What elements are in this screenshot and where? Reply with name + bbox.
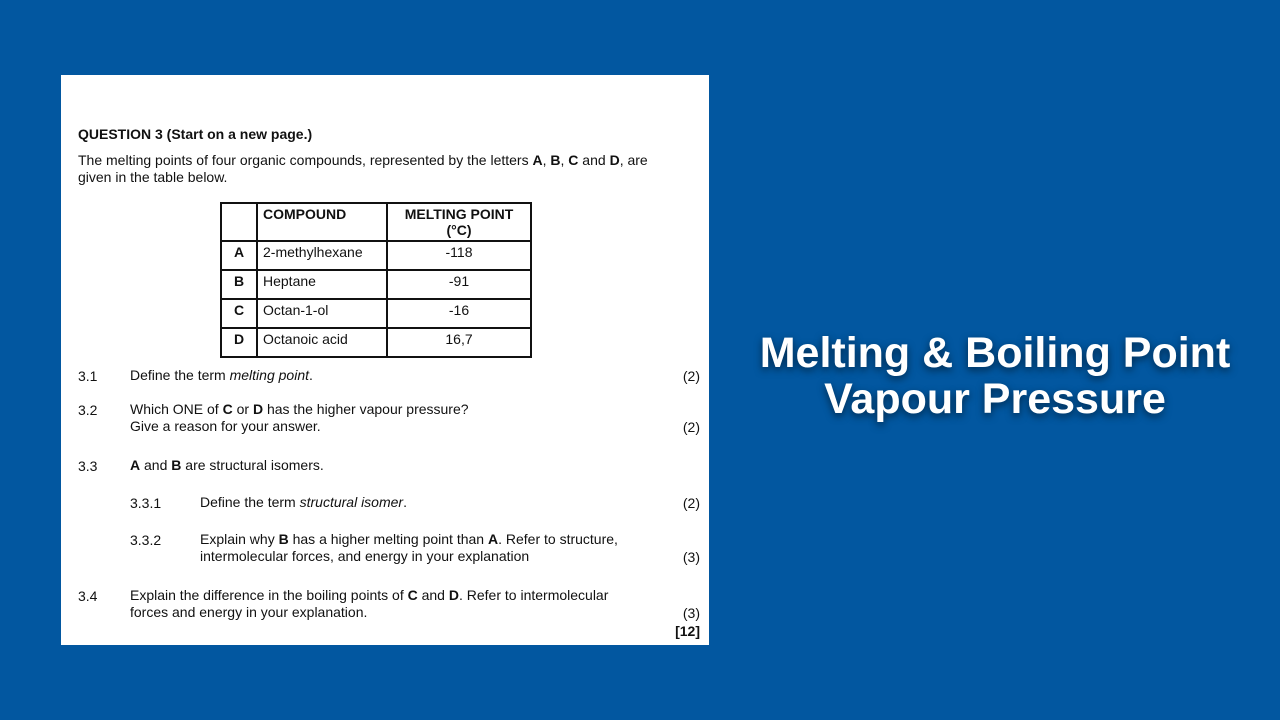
header-letter [221,203,257,241]
question-line [200,531,618,548]
exam-paper [61,75,709,645]
question-text [130,587,608,621]
row-compound: Heptane [257,270,387,299]
text-segment: , [542,152,551,168]
text-segment: A [130,457,141,473]
text-segment: , [560,152,569,168]
question-marks: (2) [682,419,700,435]
text-segment: has the higher vapour pressure? [263,401,469,417]
question-line [130,401,469,418]
row-compound: Octanoic acid [257,328,387,357]
row-melting-point: 16,7 [387,328,531,357]
question-text [200,531,618,565]
text-segment: C [407,587,418,603]
header-melting-point: MELTING POINT (°C) [387,203,531,241]
question-marks: (2) [682,368,700,384]
table-row [221,241,531,270]
title-line-2: Vapour Pressure [824,375,1166,423]
row-letter: C [221,299,257,328]
question-text [130,401,469,435]
text-segment: B [171,457,182,473]
question-marks: (2) [682,495,700,511]
question-line [200,548,618,565]
total-marks: [12] [675,623,700,639]
question-number: 3.3.1 [130,495,162,511]
question-text [130,457,324,474]
text-segment: D [448,587,459,603]
table-row [221,299,531,328]
text-segment: D [252,401,264,417]
text-segment: . Refer to intermolecular [458,587,609,603]
text-segment: . [403,494,407,510]
table-row [221,270,531,299]
question-marks: (3) [682,549,700,565]
text-segment: B [278,531,289,547]
row-compound: 2-methylhexane [257,241,387,270]
question-line [130,604,608,621]
text-segment: The melting points of four organic compounds, represented by the letters [78,152,533,168]
question-text [130,367,313,384]
melting-point-table [220,202,532,358]
question-line [200,494,407,511]
text-segment: Define the term [130,367,230,383]
question-heading: QUESTION 3 (Start on a new page.) [78,126,313,142]
text-segment: Which ONE of [130,401,223,417]
question-line [130,367,313,384]
text-segment: . Refer to structure, [498,531,618,547]
text-segment: structural isomer [299,494,404,510]
table-header-row [221,203,531,241]
text-segment: B [550,152,561,168]
text-segment: and [578,152,610,168]
text-segment: Explain the difference in the boiling points of [130,587,408,603]
text-segment: , are given in the table below. [78,152,648,185]
text-segment: melting point [229,367,309,383]
text-segment: forces and energy in your explanation. [130,604,368,620]
text-segment: Give a reason for your answer. [130,418,321,434]
question-number: 3.3 [78,458,98,474]
title-line-1: Melting & Boiling Point [759,329,1231,377]
row-melting-point: -16 [387,299,531,328]
text-segment: or [232,401,253,417]
text-segment: . [309,367,313,383]
text-segment: A [532,152,543,168]
question-line [130,587,608,604]
table-row [221,328,531,357]
text-segment: C [568,152,579,168]
question-number: 3.1 [78,368,98,384]
row-letter: B [221,270,257,299]
row-letter: D [221,328,257,357]
text-segment: has a higher melting point than [288,531,488,547]
question-number: 3.4 [78,588,98,604]
row-letter: A [221,241,257,270]
text-segment: and [417,587,449,603]
text-segment: C [222,401,233,417]
text-segment: Define the term [200,494,300,510]
intro-text [78,152,658,186]
question-text [200,494,407,511]
text-segment: intermolecular forces, and energy in your explanation [200,548,530,564]
question-line [130,457,324,474]
row-melting-point: -91 [387,270,531,299]
question-marks: (3) [682,605,700,621]
text-segment: Explain why [200,531,279,547]
video-title [720,330,1270,422]
text-segment: A [487,531,499,547]
question-number: 3.3.2 [130,532,162,548]
row-compound: Octan-1-ol [257,299,387,328]
question-line [130,418,469,435]
text-segment: and [140,457,172,473]
text-segment: are structural isomers. [181,457,324,473]
header-compound: COMPOUND [257,203,387,241]
question-number: 3.2 [78,402,98,418]
text-segment: D [609,152,620,168]
row-melting-point: -118 [387,241,531,270]
